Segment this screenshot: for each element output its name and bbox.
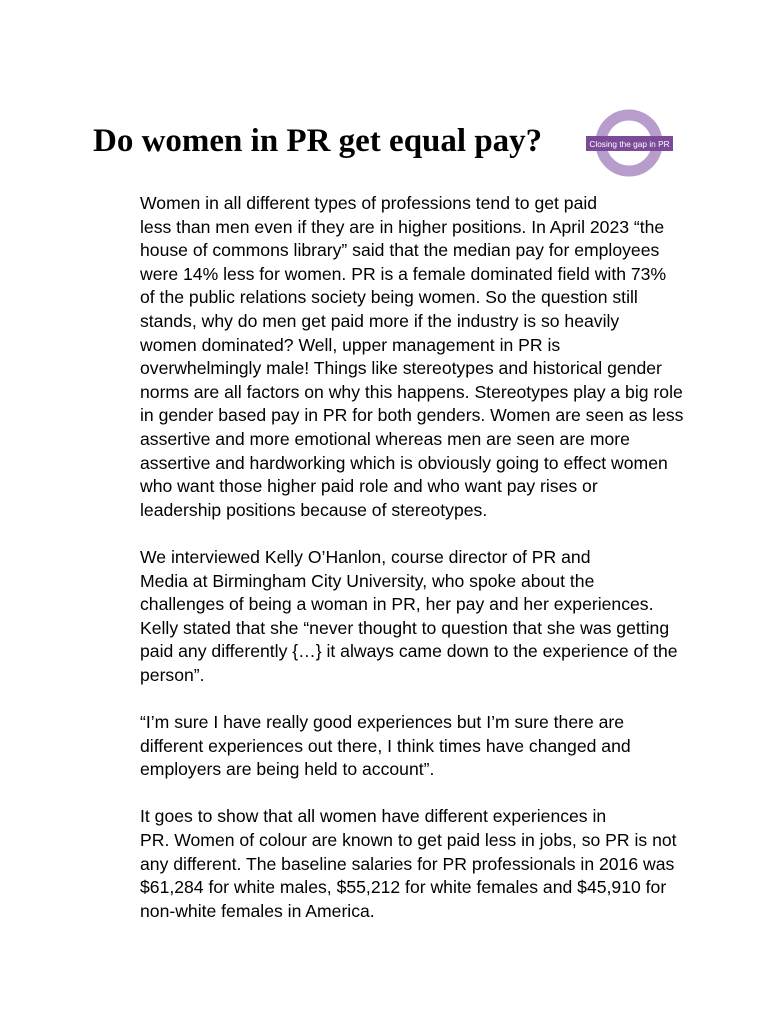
text-line: Kelly stated that she “never thought to question that she was getting <box>140 617 670 638</box>
text-line: challenges of being a woman in PR, her pay and her experiences. <box>140 594 654 615</box>
paragraph-salaries <box>93 805 685 923</box>
text-line: any different. The baseline salaries for PR professionals in 2016 was <box>140 853 675 874</box>
text-line: paid any differently {…} it always came down to the experience of the <box>140 641 678 662</box>
text-line: $61,284 for white males, $55,212 for white females and $45,910 for <box>140 877 667 898</box>
text-line: women dominated? Well, upper management in PR is <box>140 334 561 355</box>
text-line: assertive and hardworking which is obviously going to effect women <box>140 452 668 473</box>
text-line: person”. <box>140 664 205 685</box>
text-line: employers are being held to account”. <box>140 759 435 780</box>
text-line: Women in all different types of professions tend to get paid <box>140 193 598 213</box>
text-line: in gender based pay in PR for both genders. Women are seen as less <box>140 405 684 426</box>
paragraph-quote <box>93 711 685 782</box>
text-line: non-white females in America. <box>140 900 375 921</box>
text-line: assertive and more emotional whereas men are seen are more <box>140 428 630 449</box>
article-body <box>93 192 685 947</box>
text-line: of the public relations society being women. So the question still <box>140 287 638 308</box>
text-line: Media at Birmingham City University, who spoke about the <box>140 570 595 591</box>
text-line: house of commons library” said that the median pay for employees <box>140 240 660 261</box>
page-title: Do women in PR get equal pay? <box>93 123 543 159</box>
paragraph-interview <box>93 546 685 688</box>
text-line: were 14% less for women. PR is a female dominated field with 73% <box>140 263 667 284</box>
text-line: “I’m sure I have really good experiences but I’m sure there are <box>140 712 625 733</box>
closing-the-gap-logo <box>586 104 674 182</box>
text-line: different experiences out there, I think times have changed and <box>140 735 631 756</box>
logo-text: Closing the gap in PR <box>589 139 670 149</box>
text-line: We interviewed Kelly O’Hanlon, course director of PR and <box>140 546 591 567</box>
paragraph-intro <box>93 192 685 522</box>
text-line: overwhelmingly male! Things like stereotypes and historical gender <box>140 358 662 379</box>
text-line: norms are all factors on why this happens. Stereotypes play a big role <box>140 381 683 402</box>
text-line: less than men even if they are in higher positions. In April 2023 “the <box>140 216 665 237</box>
text-line: leadership positions because of stereotypes. <box>140 499 488 520</box>
text-line: It goes to show that all women have different experiences in <box>140 806 607 827</box>
text-line: PR. Women of colour are known to get paid less in jobs, so PR is not <box>140 830 677 851</box>
text-line: who want those higher paid role and who want pay rises or <box>140 476 598 497</box>
roundel-logo-graphic <box>586 104 674 182</box>
text-line: stands, why do men get paid more if the industry is so heavily <box>140 310 620 331</box>
